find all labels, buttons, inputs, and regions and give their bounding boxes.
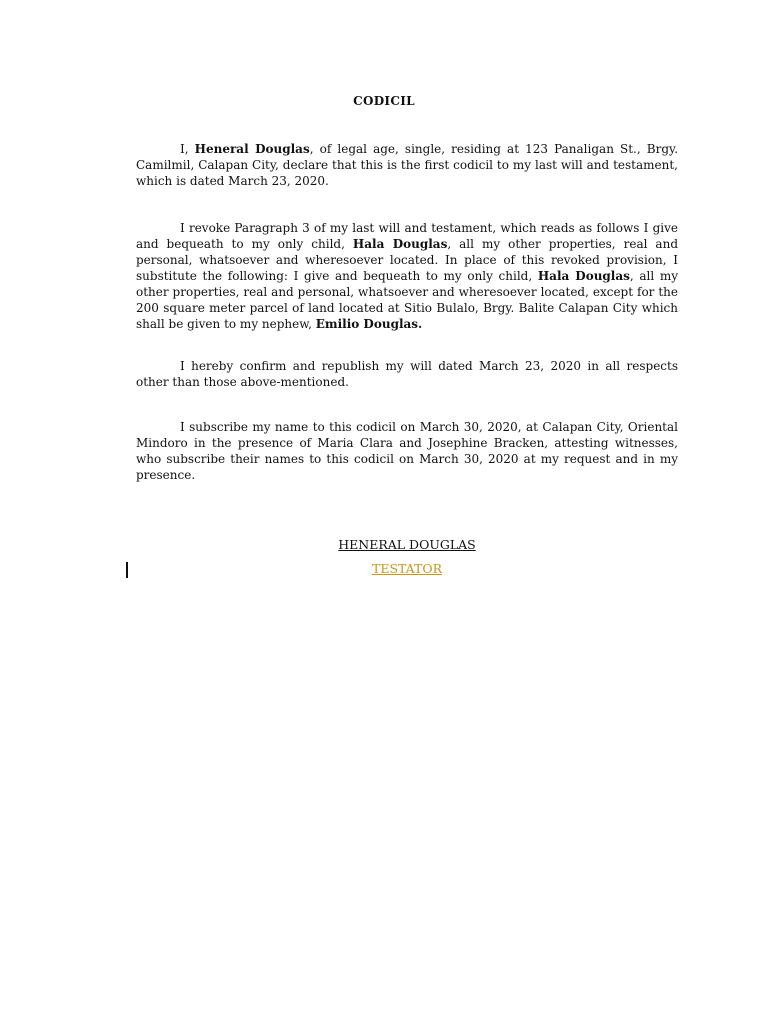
child-name-bold-2: Hala Douglas	[537, 269, 630, 283]
child-name-bold-1: Hala Douglas	[352, 237, 448, 251]
signature-name: HENERAL DOUGLAS	[338, 537, 476, 552]
paragraph-confirmation: I hereby confirm and republish my will dated March 23, 2020 in all respects other than those above-mentioned.	[136, 359, 678, 389]
nephew-name-bold: Emilio Douglas.	[315, 317, 423, 331]
document-title: CODICIL	[353, 94, 415, 108]
paragraph-revocation	[136, 220, 678, 332]
p1-text-1: I,	[180, 142, 195, 156]
p2-text-1: I revoke Paragraph 3 of my last will and testament, which reads as follows I give and bequeath to my only child,	[136, 221, 678, 251]
signature-role-link[interactable]: TESTATOR	[371, 561, 443, 576]
p1-text-2: , of legal age, single, residing at 123 Panaligan St., Brgy. Camilmil, Calapan City, declare that this is the first codicil to my last will and testament, which is dated March 23, 2020.	[136, 142, 679, 188]
testator-name-bold: Heneral Douglas	[194, 142, 310, 156]
paragraph-subscription: I subscribe my name to this codicil on March 30, 2020, at Calapan City, Oriental Mindoro in the presence of Maria Clara and Josephine Bracken, attesting witnesses, who subscribe their names to this codicil on March 30, 2020 at my request and in my presence.	[136, 420, 678, 482]
p2-text-3: , all my other properties, real and personal, whatsoever and wheresoever located, except for the 200 square meter parcel of land located at Sitio Bulalo, Brgy. Balite Calapan City which shall be given to my nephew,	[136, 269, 678, 331]
paragraph-declaration	[136, 141, 678, 189]
p2-text-2: , all my other properties, real and personal, whatsoever and wheresoever located. In place of this revoked provision, I substitute the following: I give and bequeath to my only child,	[136, 237, 678, 283]
